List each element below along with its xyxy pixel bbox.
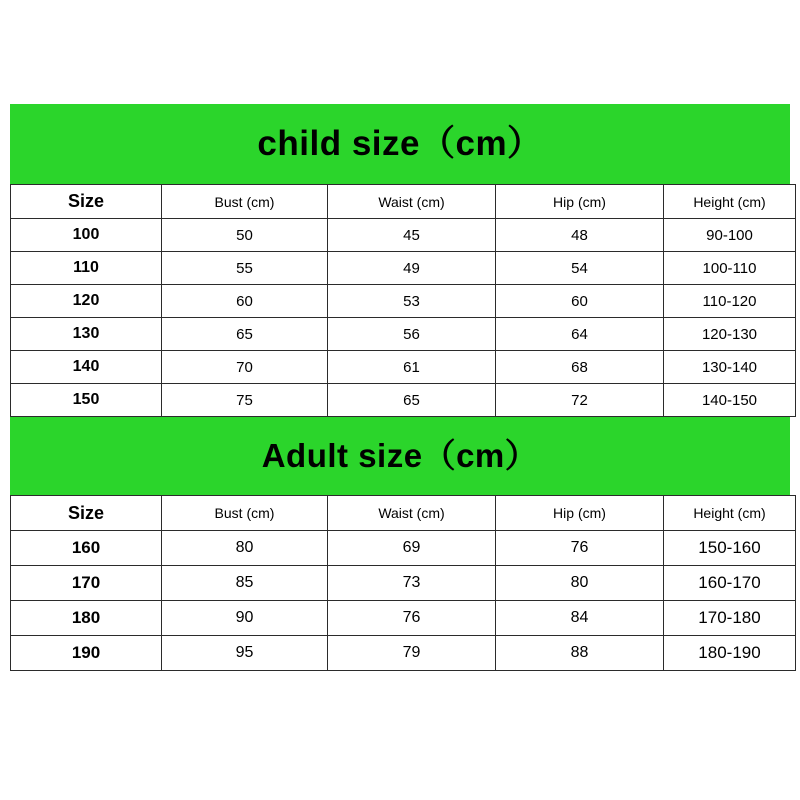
cell-size: 130 [11, 318, 162, 351]
table-row [11, 252, 796, 285]
child-size-table [10, 184, 796, 417]
cell-waist: 69 [328, 531, 496, 566]
cell-hip: 60 [496, 285, 664, 318]
cell-waist: 61 [328, 351, 496, 384]
adult-column-header-waist: Waist (cm) [328, 496, 496, 531]
cell-size: 100 [11, 219, 162, 252]
cell-hip: 72 [496, 384, 664, 417]
adult-size-table [10, 495, 796, 671]
table-row [11, 219, 796, 252]
adult-column-header-size: Size [11, 496, 162, 531]
cell-hip: 54 [496, 252, 664, 285]
cell-waist: 76 [328, 601, 496, 636]
table-row [11, 531, 796, 566]
child-column-header-bust: Bust (cm) [162, 185, 328, 219]
cell-height: 100-110 [664, 252, 796, 285]
cell-size: 150 [11, 384, 162, 417]
cell-waist: 73 [328, 566, 496, 601]
cell-size: 110 [11, 252, 162, 285]
cell-height: 180-190 [664, 636, 796, 671]
cell-waist: 65 [328, 384, 496, 417]
cell-waist: 56 [328, 318, 496, 351]
cell-hip: 84 [496, 601, 664, 636]
table-row [11, 601, 796, 636]
cell-size: 190 [11, 636, 162, 671]
cell-size: 180 [11, 601, 162, 636]
cell-size: 140 [11, 351, 162, 384]
cell-height: 130-140 [664, 351, 796, 384]
cell-bust: 85 [162, 566, 328, 601]
cell-height: 120-130 [664, 318, 796, 351]
child-column-header-hip: Hip (cm) [496, 185, 664, 219]
cell-bust: 95 [162, 636, 328, 671]
cell-height: 90-100 [664, 219, 796, 252]
adult-table-header [11, 496, 796, 531]
cell-bust: 90 [162, 601, 328, 636]
adult-column-header-height: Height (cm) [664, 496, 796, 531]
adult-table-wrap [10, 495, 790, 671]
table-row [11, 566, 796, 601]
table-row [11, 636, 796, 671]
table-row [11, 285, 796, 318]
cell-waist: 79 [328, 636, 496, 671]
cell-bust: 60 [162, 285, 328, 318]
cell-height: 140-150 [664, 384, 796, 417]
adult-table-body [11, 531, 796, 671]
child-column-header-waist: Waist (cm) [328, 185, 496, 219]
table-header-row [11, 185, 796, 219]
cell-height: 160-170 [664, 566, 796, 601]
adult-column-header-bust: Bust (cm) [162, 496, 328, 531]
cell-bust: 55 [162, 252, 328, 285]
table-row [11, 351, 796, 384]
adult-size-banner: Adult size（cm） [10, 417, 790, 495]
cell-bust: 65 [162, 318, 328, 351]
adult-column-header-hip: Hip (cm) [496, 496, 664, 531]
cell-hip: 48 [496, 219, 664, 252]
cell-bust: 80 [162, 531, 328, 566]
cell-height: 170-180 [664, 601, 796, 636]
child-size-banner: child size（cm） [10, 104, 790, 184]
cell-height: 110-120 [664, 285, 796, 318]
child-column-header-size: Size [11, 185, 162, 219]
size-chart-container [10, 104, 790, 671]
table-row [11, 384, 796, 417]
cell-height: 150-160 [664, 531, 796, 566]
cell-size: 170 [11, 566, 162, 601]
cell-hip: 80 [496, 566, 664, 601]
cell-waist: 53 [328, 285, 496, 318]
cell-waist: 49 [328, 252, 496, 285]
cell-hip: 88 [496, 636, 664, 671]
cell-bust: 75 [162, 384, 328, 417]
cell-waist: 45 [328, 219, 496, 252]
cell-size: 160 [11, 531, 162, 566]
child-table-body [11, 219, 796, 417]
child-table-header [11, 185, 796, 219]
table-row [11, 318, 796, 351]
cell-hip: 64 [496, 318, 664, 351]
cell-hip: 68 [496, 351, 664, 384]
cell-bust: 50 [162, 219, 328, 252]
table-header-row [11, 496, 796, 531]
child-column-header-height: Height (cm) [664, 185, 796, 219]
cell-size: 120 [11, 285, 162, 318]
cell-hip: 76 [496, 531, 664, 566]
cell-bust: 70 [162, 351, 328, 384]
